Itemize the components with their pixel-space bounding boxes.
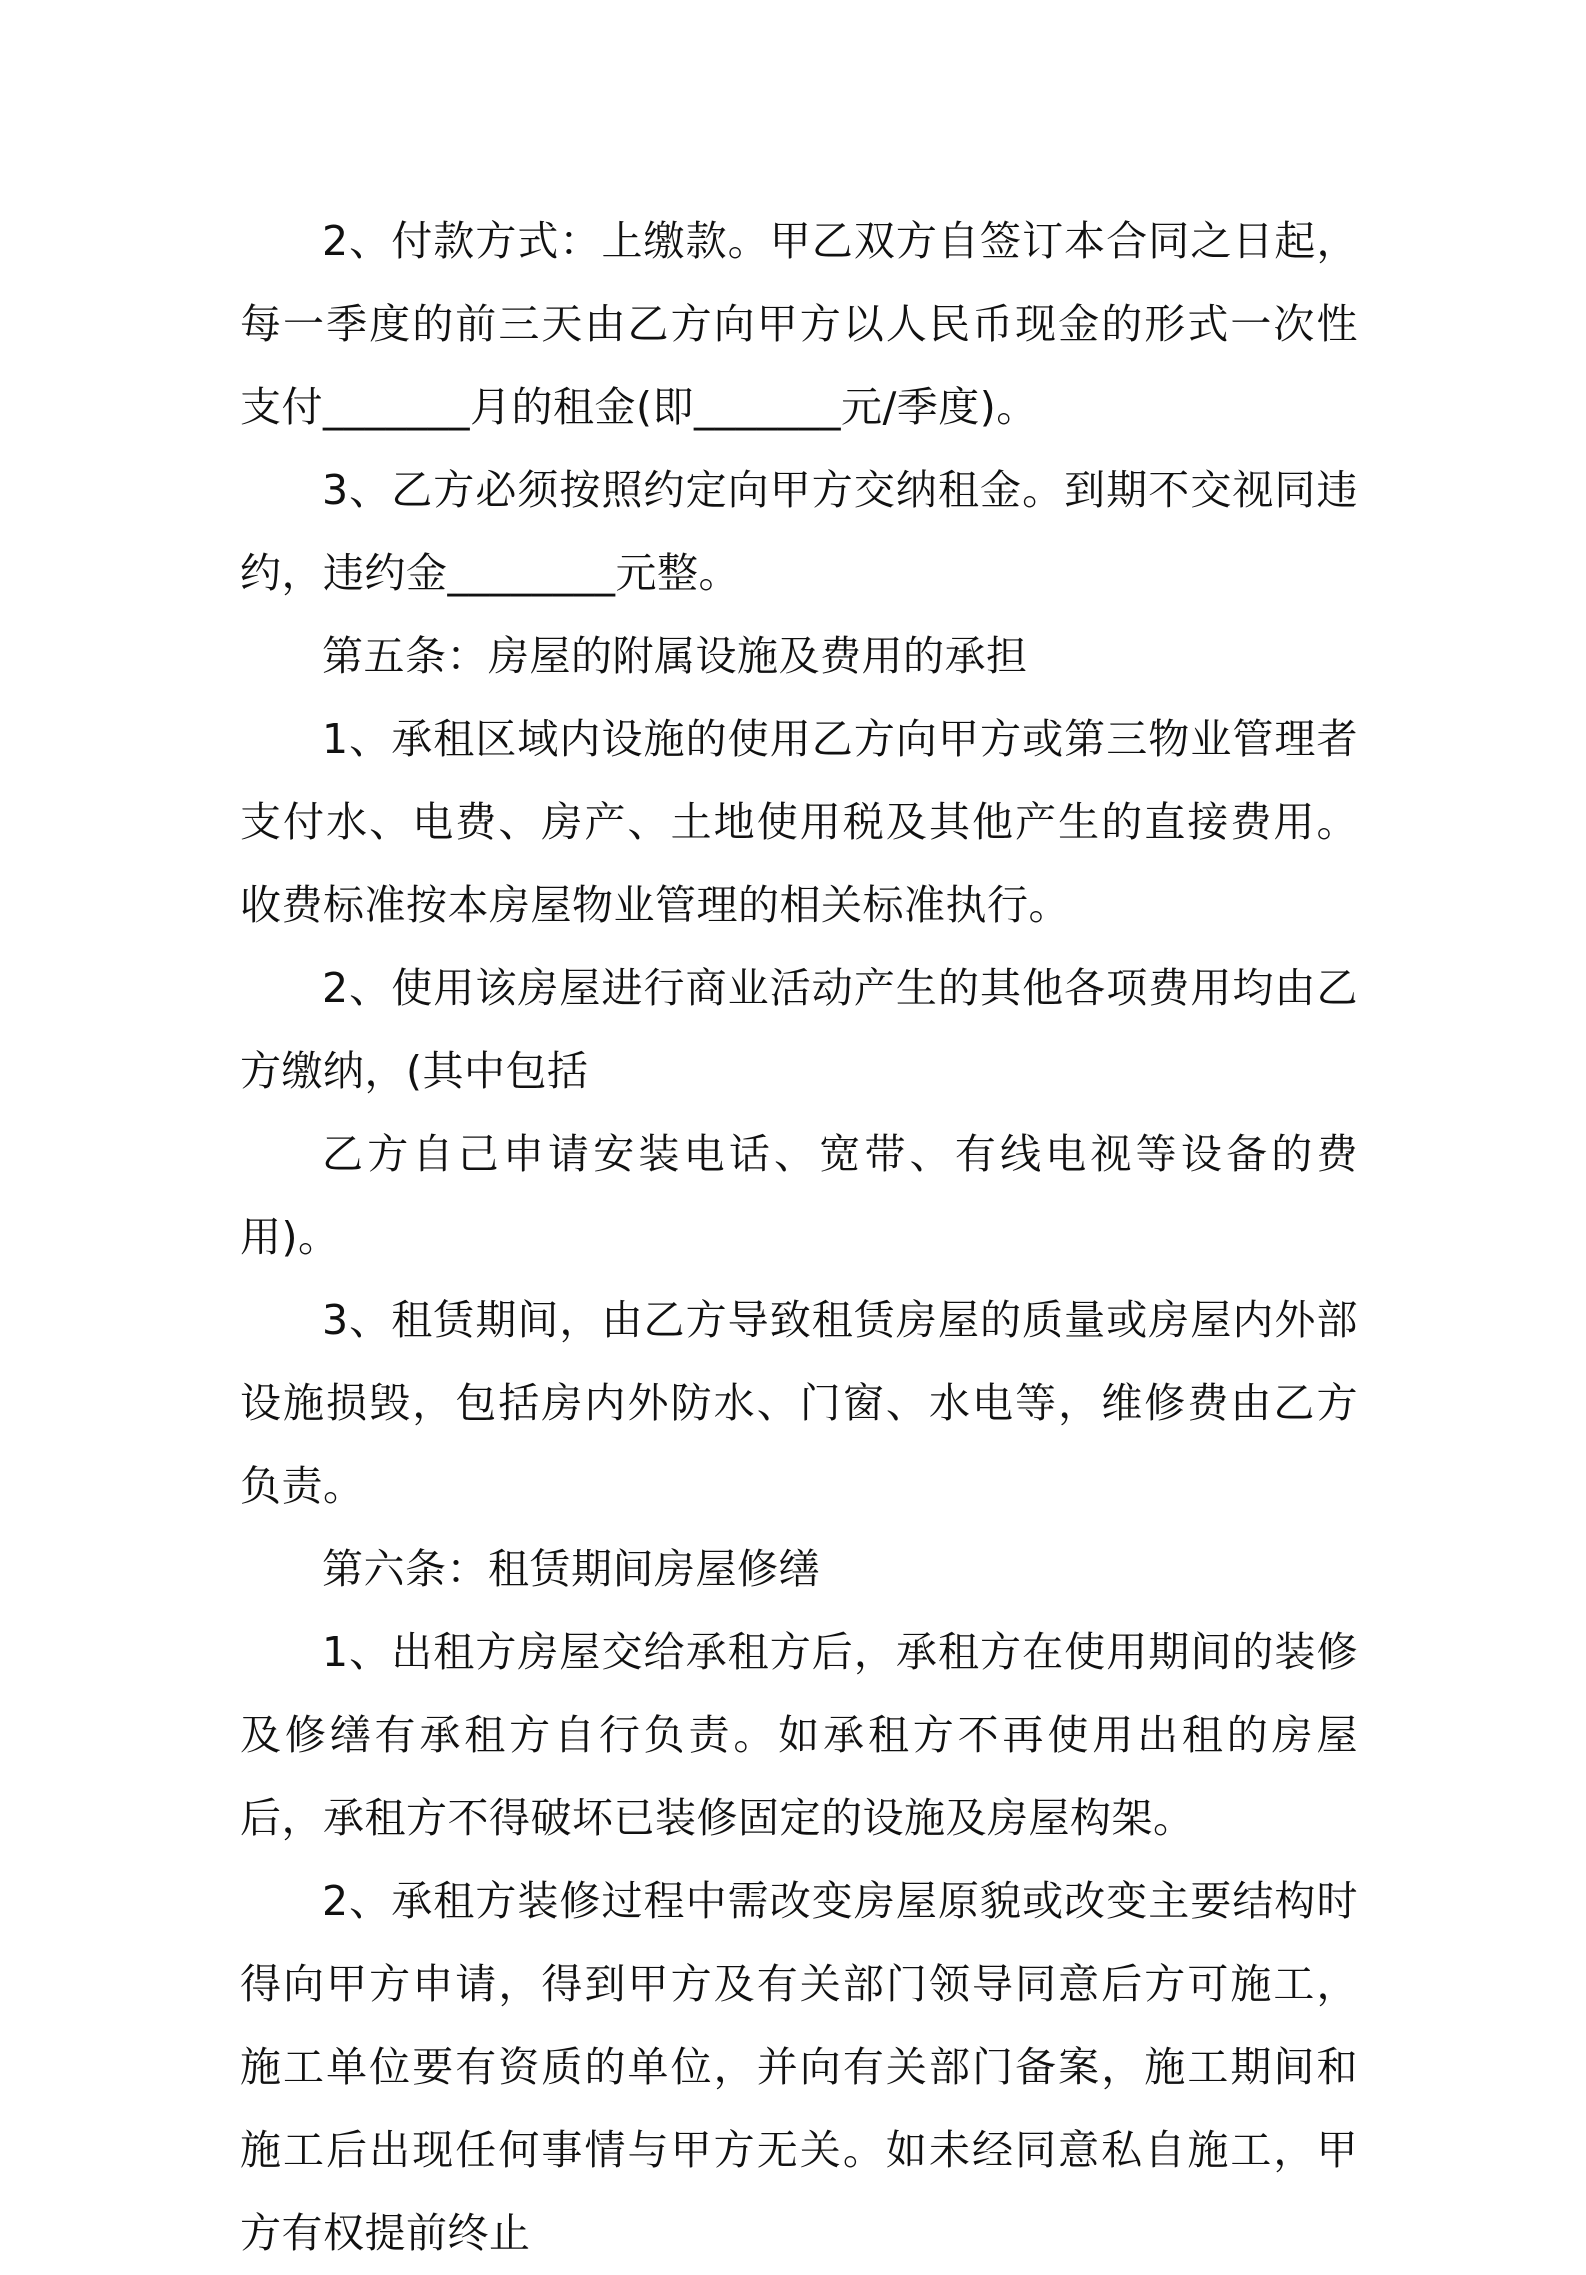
paragraph-article-6-item-2: 2、承租方装修过程中需改变房屋原貌或改变主要结构时得向甲方申请，得到甲方及有关部门领导同意后方可施工，施工单位要有资质的单位，并向有关部门备案，施工期间和施工后出现任何事情与甲方无关。如未经同意私自施工，甲方有权提前终止	[240, 1877, 1358, 2257]
paragraph-article-5-item-3: 3、租赁期间，由乙方导致租赁房屋的质量或房屋内外部设施损毁，包括房内外防水、门窗、水电等，维修费由乙方负责。	[240, 1296, 1358, 1510]
paragraph-article-5-item-2a: 2、使用该房屋进行商业活动产生的其他各项费用均由乙方缴纳，(其中包括	[240, 964, 1358, 1095]
paragraph-article-6-item-1: 1、出租方房屋交给承租方后，承租方在使用期间的装修及修缮有承租方自行负责。如承租方不再使用出租的房屋后，承租方不得破坏已装修固定的设施及房屋构架。	[240, 1628, 1358, 1842]
article-5-heading: 第五条：房屋的附属设施及费用的承担	[322, 632, 1028, 680]
paragraph-payment-method: 2、付款方式：上缴款。甲乙双方自签订本合同之日起，每一季度的前三天由乙方向甲方以人民币现金的形式一次性支付_______月的租金(即_______元/季度)。	[240, 217, 1358, 431]
paragraph-article-5-item-1: 1、承租区域内设施的使用乙方向甲方或第三物业管理者支付水、电费、房产、土地使用税及其他产生的直接费用。收费标准按本房屋物业管理的相关标准执行。	[240, 715, 1358, 929]
paragraph-rent-payment: 3、乙方必须按照约定向甲方交纳租金。到期不交视同违约，违约金________元整。	[240, 466, 1358, 597]
document-body	[240, 200, 1358, 2275]
paragraph-article-5-item-2b: 乙方自己申请安装电话、宽带、有线电视等设备的费用)。	[240, 1130, 1358, 1261]
article-6-heading: 第六条：租赁期间房屋修缮	[322, 1545, 820, 1593]
